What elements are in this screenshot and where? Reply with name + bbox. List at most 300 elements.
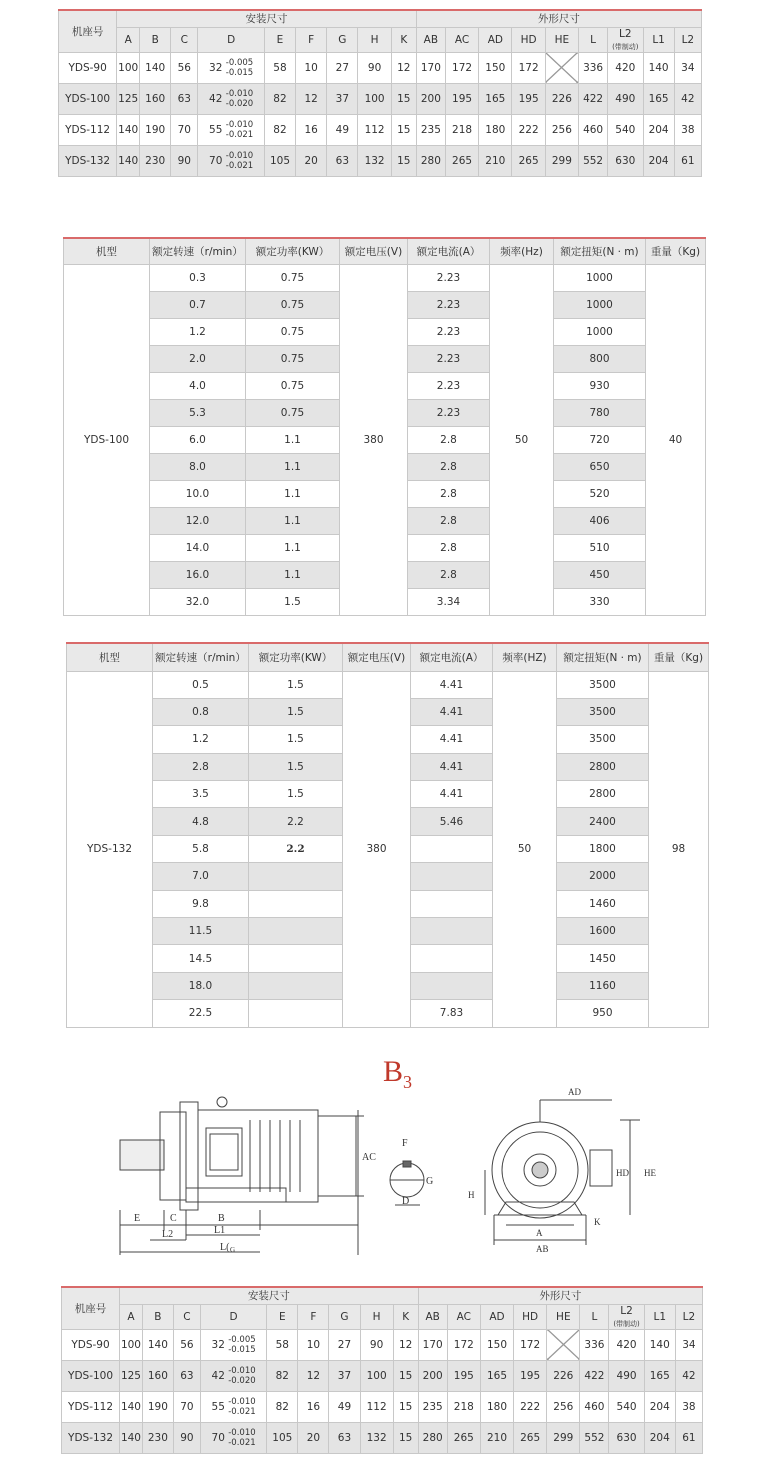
cell-power <box>249 945 343 972</box>
motor-dimension-drawing <box>110 1080 670 1270</box>
header-col: L <box>579 27 608 52</box>
cell-power <box>249 890 343 917</box>
cell-current: 4.41 <box>411 726 493 753</box>
cell-torque: 2000 <box>557 863 649 890</box>
header-col: 额定扭矩(N · m) <box>557 643 649 671</box>
label-a: A <box>536 1228 543 1238</box>
cell-h: 132 <box>360 1422 393 1453</box>
cell-k: 12 <box>393 1329 418 1360</box>
cell-power: 1.5 <box>249 781 343 808</box>
cell-torque: 1450 <box>557 945 649 972</box>
cell-ab: 235 <box>416 114 445 145</box>
cell-l2: 34 <box>675 1329 702 1360</box>
cell-power: 0.75 <box>246 291 340 318</box>
header-col: C <box>171 27 198 52</box>
cell-ab: 170 <box>418 1329 447 1360</box>
cell-lz: 630 <box>608 145 643 176</box>
label-f: F <box>402 1138 408 1149</box>
cell-l2: 61 <box>675 1422 702 1453</box>
header-col: AC <box>445 27 478 52</box>
header-col: 频率(HZ) <box>493 643 557 671</box>
cell-l2: 42 <box>675 1360 702 1391</box>
header-col: 额定功率(KW） <box>246 238 340 264</box>
cell-torque: 3500 <box>557 726 649 753</box>
header-col: L <box>580 1304 609 1329</box>
header-col: AD <box>479 27 512 52</box>
cell-torque: 650 <box>554 453 646 480</box>
cell-model: YDS-100 <box>64 264 150 615</box>
cell-torque: 1800 <box>557 835 649 862</box>
cell-ab: 280 <box>418 1422 447 1453</box>
cell-torque: 2800 <box>557 753 649 780</box>
header-col: E <box>267 1304 298 1329</box>
cell-current <box>411 972 493 999</box>
cell-power: 0.75 <box>246 399 340 426</box>
header-install-size: 安装尺寸 <box>117 10 417 27</box>
cell-speed: 0.8 <box>153 698 249 725</box>
cell-ac: 218 <box>447 1391 480 1422</box>
cell-current: 4.41 <box>411 698 493 725</box>
cell-speed: 0.5 <box>153 671 249 698</box>
cell-a: 100 <box>120 1329 143 1360</box>
cell-current: 2.8 <box>408 507 490 534</box>
cell-speed: 18.0 <box>153 972 249 999</box>
cell-torque: 720 <box>554 426 646 453</box>
cell-speed: 12.0 <box>150 507 246 534</box>
cell-speed: 14.0 <box>150 534 246 561</box>
cell-l2: 38 <box>674 114 701 145</box>
header-outline-size: 外形尺寸 <box>418 1287 702 1304</box>
cell-h: 132 <box>358 145 391 176</box>
cell-current: 2.23 <box>408 345 490 372</box>
cell-power: 0.75 <box>246 372 340 399</box>
cell-g: 27 <box>327 52 358 83</box>
cell-power: 1.1 <box>246 507 340 534</box>
cell-speed: 9.8 <box>153 890 249 917</box>
cell-a: 140 <box>120 1422 143 1453</box>
header-col: L1 <box>644 1304 675 1329</box>
cell-torque: 780 <box>554 399 646 426</box>
header-col: L2 <box>674 27 701 52</box>
cell-he: 299 <box>547 1422 580 1453</box>
cell-current: 2.23 <box>408 318 490 345</box>
cell-torque: 330 <box>554 588 646 615</box>
header-install-size: 安装尺寸 <box>120 1287 419 1304</box>
cell-speed: 16.0 <box>150 561 246 588</box>
cell-l2: 61 <box>674 145 701 176</box>
cell-e: 105 <box>264 145 295 176</box>
label-e: E <box>134 1213 141 1224</box>
header-col: HE <box>547 1304 580 1329</box>
cell-h: 112 <box>360 1391 393 1422</box>
cell-model: YDS-100 <box>59 83 117 114</box>
cell-g: 49 <box>329 1391 360 1422</box>
header-col: 重量（Kg) <box>649 643 709 671</box>
cell-d: 32 -0.005 -0.015 <box>200 1329 266 1360</box>
header-col: K <box>391 27 416 52</box>
cell-a: 125 <box>120 1360 143 1391</box>
cell-he: 226 <box>545 83 578 114</box>
cell-a: 140 <box>117 145 140 176</box>
header-col: K <box>393 1304 418 1329</box>
header-col: HE <box>545 27 578 52</box>
header-col: HD <box>514 1304 547 1329</box>
cell-d: 70 -0.010 -0.021 <box>198 145 265 176</box>
cell-g: 37 <box>327 83 358 114</box>
cell-h: 100 <box>358 83 391 114</box>
cell-power: 1.5 <box>246 588 340 615</box>
cell-f: 12 <box>298 1360 329 1391</box>
cell-l1: 165 <box>643 83 674 114</box>
cell-power: 1.1 <box>246 480 340 507</box>
cell-torque: 1000 <box>554 291 646 318</box>
cell-g: 37 <box>329 1360 360 1391</box>
cell-lz: 420 <box>609 1329 644 1360</box>
header-col: 额定转速（r/min） <box>153 643 249 671</box>
cell-l1: 204 <box>643 145 674 176</box>
label-l1: L1 <box>214 1225 226 1236</box>
cell-k: 15 <box>391 83 416 114</box>
cell-a: 100 <box>117 52 140 83</box>
cell-model: YDS-100 <box>62 1360 120 1391</box>
header-col: L1 <box>643 27 674 52</box>
cell-model: YDS-132 <box>67 671 153 1027</box>
cell-torque: 406 <box>554 507 646 534</box>
cell-a: 140 <box>117 114 140 145</box>
cell-power: 2.2 <box>249 808 343 835</box>
cell-torque: 1000 <box>554 264 646 291</box>
label-l-sub: G <box>230 1246 236 1254</box>
cell-torque: 510 <box>554 534 646 561</box>
cell-b: 230 <box>140 145 171 176</box>
table-row <box>64 264 706 291</box>
cell-c: 63 <box>173 1360 200 1391</box>
cell-c: 63 <box>171 83 198 114</box>
cell-speed: 7.0 <box>153 863 249 890</box>
table-row <box>59 114 702 145</box>
cell-he: 226 <box>547 1360 580 1391</box>
cell-torque: 3500 <box>557 698 649 725</box>
cell-ac: 265 <box>445 145 478 176</box>
cell-f: 16 <box>298 1391 329 1422</box>
cell-power <box>249 1000 343 1027</box>
dimension-table-bottom <box>61 1286 703 1454</box>
cell-torque: 1460 <box>557 890 649 917</box>
cell-b: 140 <box>140 52 171 83</box>
header-col: 额定电流(A） <box>411 643 493 671</box>
table-row <box>62 1391 703 1422</box>
cell-speed: 11.5 <box>153 918 249 945</box>
cell-lz: 490 <box>609 1360 644 1391</box>
cell-power: 1.1 <box>246 561 340 588</box>
cell-g: 49 <box>327 114 358 145</box>
cell-speed: 2.8 <box>153 753 249 780</box>
cell-torque: 800 <box>554 345 646 372</box>
cell-c: 56 <box>171 52 198 83</box>
cell-power <box>249 863 343 890</box>
cell-ad: 180 <box>479 114 512 145</box>
cell-l: 552 <box>580 1422 609 1453</box>
label-c: C <box>170 1213 177 1224</box>
cell-speed: 22.5 <box>153 1000 249 1027</box>
cell-h: 90 <box>358 52 391 83</box>
cell-e: 58 <box>264 52 295 83</box>
cell-power: 1.1 <box>246 534 340 561</box>
cell-e: 58 <box>267 1329 298 1360</box>
cell-frequency: 50 <box>490 264 554 615</box>
cell-torque: 950 <box>557 1000 649 1027</box>
cell-l2: 42 <box>674 83 701 114</box>
header-col: 额定功率(KW） <box>249 643 343 671</box>
cell-power: 0.75 <box>246 264 340 291</box>
cell-current: 4.41 <box>411 671 493 698</box>
cell-torque: 450 <box>554 561 646 588</box>
label-he: HE <box>644 1168 656 1178</box>
cell-f: 12 <box>296 83 327 114</box>
header-col: E <box>264 27 295 52</box>
cell-torque: 520 <box>554 480 646 507</box>
cell-e: 105 <box>267 1422 298 1453</box>
cell-he-na <box>547 1329 580 1360</box>
cell-torque: 3500 <box>557 671 649 698</box>
cell-current: 2.8 <box>408 453 490 480</box>
table-row <box>59 145 702 176</box>
cell-ad: 180 <box>480 1391 513 1422</box>
cell-hd: 222 <box>512 114 545 145</box>
cell-f: 10 <box>298 1329 329 1360</box>
cell-speed: 14.5 <box>153 945 249 972</box>
cell-current: 2.23 <box>408 291 490 318</box>
cell-a: 140 <box>120 1391 143 1422</box>
cell-ac: 195 <box>445 83 478 114</box>
cell-speed: 4.8 <box>153 808 249 835</box>
dimension-table-top <box>58 9 702 177</box>
cell-ad: 165 <box>480 1360 513 1391</box>
cell-lz: 540 <box>609 1391 644 1422</box>
cell-power: 1.5 <box>249 726 343 753</box>
cell-ac: 218 <box>445 114 478 145</box>
cell-power: 1.5 <box>249 671 343 698</box>
cell-e: 82 <box>264 83 295 114</box>
cell-ac: 195 <box>447 1360 480 1391</box>
header-col: AD <box>480 1304 513 1329</box>
cell-current <box>411 835 493 862</box>
d-tolerance: -0.010 -0.020 <box>228 1365 256 1386</box>
cell-c: 70 <box>171 114 198 145</box>
cell-speed: 1.2 <box>150 318 246 345</box>
header-col: 机型 <box>64 238 150 264</box>
table-row <box>62 1360 703 1391</box>
cell-k: 12 <box>391 52 416 83</box>
cell-speed: 0.7 <box>150 291 246 318</box>
side-view-drawing <box>120 1097 364 1255</box>
cell-speed: 10.0 <box>150 480 246 507</box>
label-ac: AC <box>362 1152 376 1163</box>
diagram-title: $B_3$ <box>383 1055 413 1092</box>
performance-table-yds100 <box>63 237 706 616</box>
label-d: D <box>402 1196 410 1207</box>
cell-torque: 1000 <box>554 318 646 345</box>
cell-b: 140 <box>142 1329 173 1360</box>
cell-h: 100 <box>360 1360 393 1391</box>
label-k: K <box>594 1217 601 1227</box>
cell-speed: 4.0 <box>150 372 246 399</box>
label-b: B <box>218 1213 225 1224</box>
header-col: L2 (带制动) <box>609 1304 644 1329</box>
cell-lz: 490 <box>608 83 643 114</box>
label-ad: AD <box>568 1087 581 1097</box>
header-col: G <box>329 1304 360 1329</box>
cell-current: 4.41 <box>411 781 493 808</box>
label-g: G <box>426 1176 434 1187</box>
d-tolerance: -0.005 -0.015 <box>228 1334 256 1355</box>
cell-b: 160 <box>142 1360 173 1391</box>
header-col: HD <box>512 27 545 52</box>
cell-current: 2.23 <box>408 372 490 399</box>
cell-voltage: 380 <box>340 264 408 615</box>
cell-e: 82 <box>264 114 295 145</box>
cell-b: 230 <box>142 1422 173 1453</box>
cell-hd: 265 <box>514 1422 547 1453</box>
cell-torque: 1160 <box>557 972 649 999</box>
cell-current <box>411 945 493 972</box>
cell-model: YDS-132 <box>62 1422 120 1453</box>
header-col: B <box>140 27 171 52</box>
label-ab: AB <box>536 1244 549 1254</box>
header-col: 额定扭矩(N · m) <box>554 238 646 264</box>
cell-ab: 235 <box>418 1391 447 1422</box>
cell-hd: 195 <box>512 83 545 114</box>
cell-current: 2.8 <box>408 534 490 561</box>
header-col: L2 <box>675 1304 702 1329</box>
cell-hd: 172 <box>514 1329 547 1360</box>
cell-d: 32 -0.005 -0.015 <box>198 52 265 83</box>
cell-g: 63 <box>327 145 358 176</box>
cell-k: 15 <box>391 114 416 145</box>
cell-power <box>249 972 343 999</box>
cell-a: 125 <box>117 83 140 114</box>
cell-ab: 200 <box>416 83 445 114</box>
header-col: 额定电压(V) <box>343 643 411 671</box>
cell-speed: 32.0 <box>150 588 246 615</box>
cell-ad: 210 <box>479 145 512 176</box>
cell-ad: 150 <box>479 52 512 83</box>
cell-e: 82 <box>267 1360 298 1391</box>
d-tolerance: -0.010 -0.020 <box>225 88 254 109</box>
cell-hd: 222 <box>514 1391 547 1422</box>
cell-speed: 0.3 <box>150 264 246 291</box>
cell-k: 15 <box>393 1360 418 1391</box>
cell-l1: 204 <box>644 1391 675 1422</box>
cell-l: 552 <box>579 145 608 176</box>
cell-power: 2.2 <box>249 835 343 862</box>
cell-ab: 200 <box>418 1360 447 1391</box>
cell-torque: 930 <box>554 372 646 399</box>
cell-lz: 630 <box>609 1422 644 1453</box>
header-col: 额定电流(A） <box>408 238 490 264</box>
cell-c: 70 <box>173 1391 200 1422</box>
cell-current: 2.8 <box>408 561 490 588</box>
cell-l: 336 <box>579 52 608 83</box>
cell-ad: 210 <box>480 1422 513 1453</box>
cell-l1: 140 <box>644 1329 675 1360</box>
cell-current: 5.46 <box>411 808 493 835</box>
cell-f: 20 <box>298 1422 329 1453</box>
cell-l: 460 <box>580 1391 609 1422</box>
header-col: AB <box>416 27 445 52</box>
cell-power: 0.75 <box>246 345 340 372</box>
header-col: B <box>142 1304 173 1329</box>
cell-g: 27 <box>329 1329 360 1360</box>
cell-c: 56 <box>173 1329 200 1360</box>
cell-hd: 265 <box>512 145 545 176</box>
header-col: H <box>360 1304 393 1329</box>
cell-torque: 1600 <box>557 918 649 945</box>
cell-speed: 3.5 <box>153 781 249 808</box>
label-hd: HD <box>616 1168 629 1178</box>
d-tolerance: -0.010 -0.021 <box>225 150 254 171</box>
cell-c: 90 <box>173 1422 200 1453</box>
cell-current: 2.23 <box>408 399 490 426</box>
cell-current: 2.8 <box>408 480 490 507</box>
cell-power: 1.5 <box>249 753 343 780</box>
label-l2: L2 <box>162 1229 174 1240</box>
cell-l2: 38 <box>675 1391 702 1422</box>
cell-ac: 172 <box>447 1329 480 1360</box>
cell-g: 63 <box>329 1422 360 1453</box>
cell-e: 82 <box>267 1391 298 1422</box>
table-row <box>62 1422 703 1453</box>
cell-f: 20 <box>296 145 327 176</box>
cell-he: 299 <box>545 145 578 176</box>
cell-power: 0.75 <box>246 318 340 345</box>
cell-d: 55 -0.010 -0.021 <box>198 114 265 145</box>
cell-ad: 165 <box>479 83 512 114</box>
cell-h: 90 <box>360 1329 393 1360</box>
cell-speed: 8.0 <box>150 453 246 480</box>
header-col: 额定电压(V) <box>340 238 408 264</box>
cell-l2: 34 <box>674 52 701 83</box>
cell-model: YDS-132 <box>59 145 117 176</box>
cell-b: 160 <box>140 83 171 114</box>
header-model: 机座号 <box>59 10 117 52</box>
cell-ac: 172 <box>445 52 478 83</box>
header-col: 重量（Kg) <box>646 238 706 264</box>
cell-hd: 172 <box>512 52 545 83</box>
cell-c: 90 <box>171 145 198 176</box>
cell-he: 256 <box>547 1391 580 1422</box>
cell-b: 190 <box>140 114 171 145</box>
cell-current: 4.41 <box>411 753 493 780</box>
cell-l1: 204 <box>644 1422 675 1453</box>
cell-ab: 280 <box>416 145 445 176</box>
label-h: H <box>468 1190 475 1200</box>
header-col: AB <box>418 1304 447 1329</box>
performance-table-yds132 <box>66 642 709 1028</box>
header-col: 频率(Hz) <box>490 238 554 264</box>
table-row <box>59 52 702 83</box>
cell-he-na <box>545 52 578 83</box>
cell-torque: 2800 <box>557 781 649 808</box>
header-col: D <box>198 27 265 52</box>
cell-speed: 1.2 <box>153 726 249 753</box>
cell-h: 112 <box>358 114 391 145</box>
header-col: L2 (带制动) <box>608 27 643 52</box>
cell-hd: 195 <box>514 1360 547 1391</box>
header-col: H <box>358 27 391 52</box>
header-col: G <box>327 27 358 52</box>
cell-current: 2.23 <box>408 264 490 291</box>
